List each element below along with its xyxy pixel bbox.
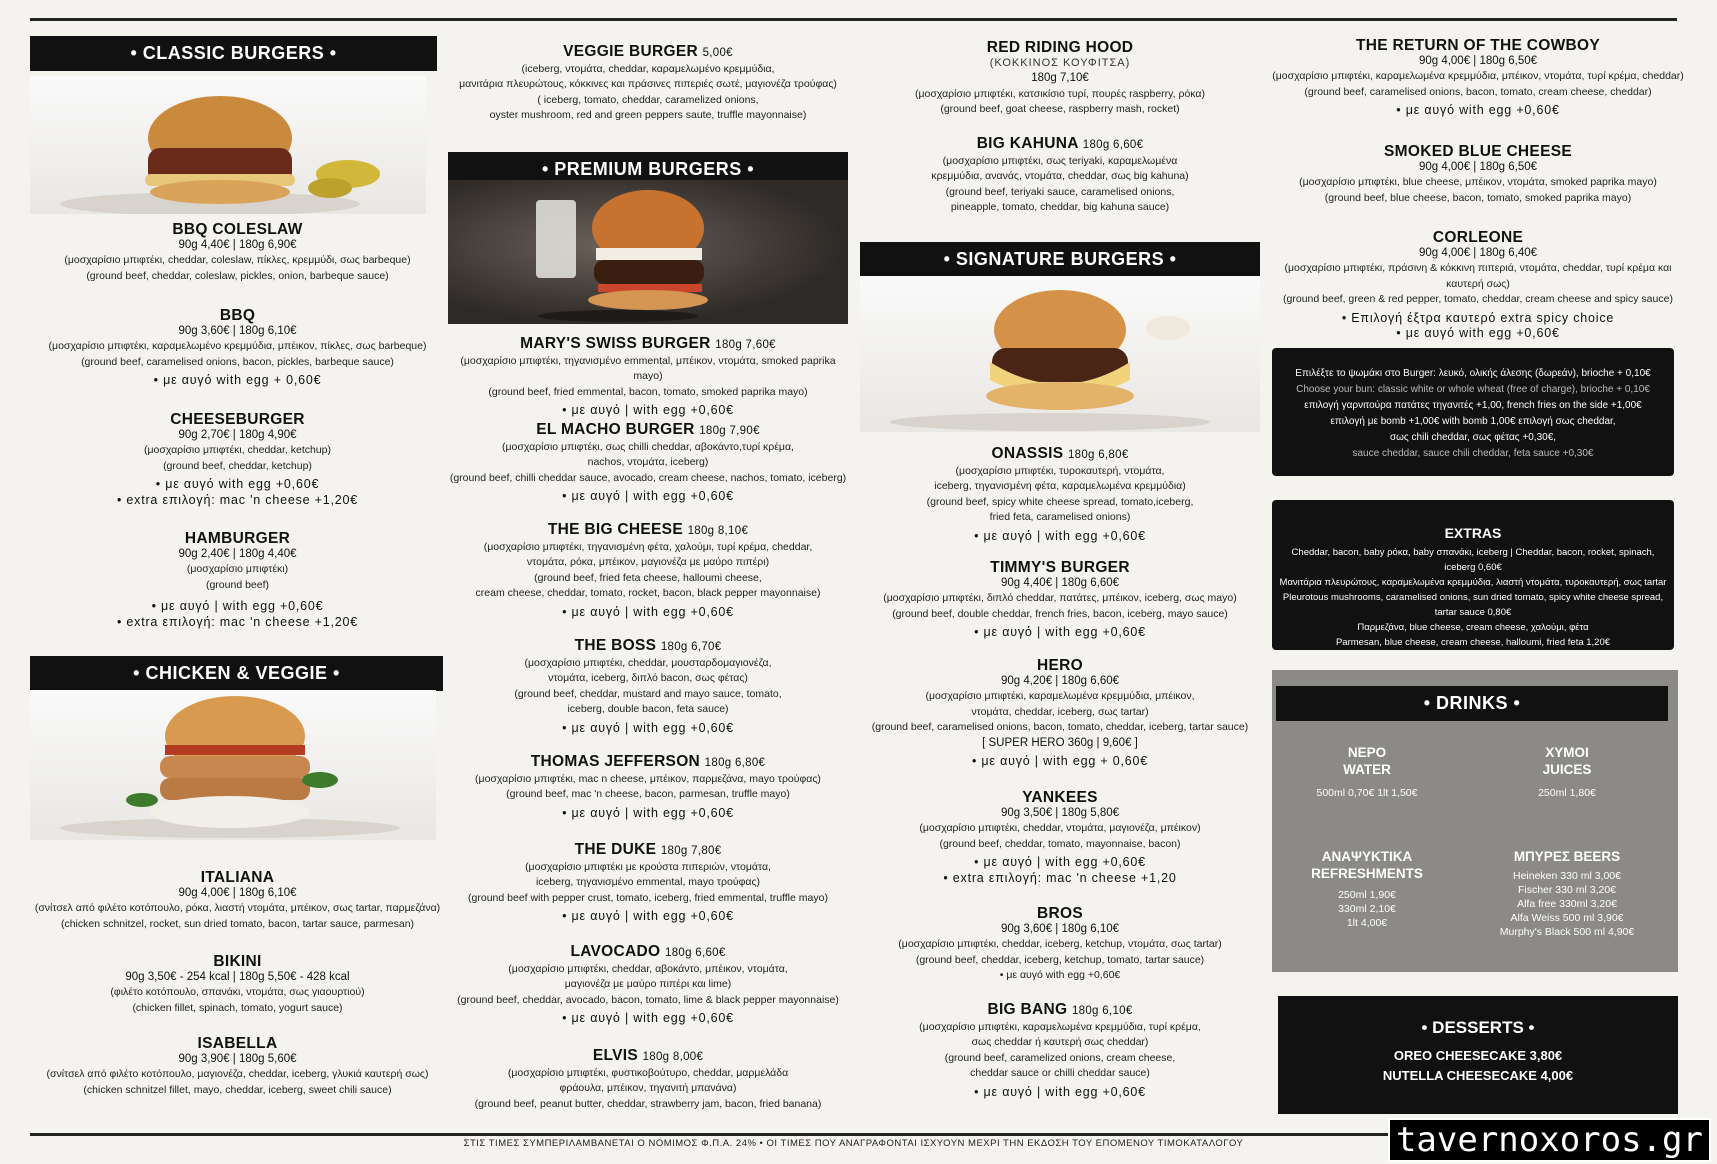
item-name [448,842,848,860]
item-price: 90g 3,60€ | 180g 6,10€ [178,324,297,337]
item-name [448,422,848,440]
item-desc-gr: iceberg, τηγανισμένο emmental, mayo τρούφας) [535,876,761,888]
drink-price: 1lt 4,00€ [1346,917,1388,929]
item-name: CHEESEBURGER [170,411,305,428]
item-price: 180g 6,60€ [665,947,726,959]
item-name-text: ELVIS [592,1047,638,1064]
item-name [448,336,848,354]
desserts-title: • DESSERTS • [1421,1018,1535,1037]
chicken-veggie-header: • CHICKEN & VEGGIE • [30,656,443,691]
item-desc-gr: (μοσχαρίσιο μπιφτέκι, cheddar, iceberg, ketchup, ντομάτα, σως tartar) [898,938,1222,950]
menu-item-smoked-blue-cheese [1268,144,1688,206]
item-desc-gr: (iceberg, ντομάτα, cheddar, καραμελωμένο κρεμμύδια, [521,62,775,75]
item-name-text: EL MACHO BURGER [536,421,695,438]
item-name: BBQ COLESLAW [172,221,303,238]
menu-item-hero [860,658,1260,770]
item-name: BIKINI [213,953,262,970]
menu-item-bikini [30,954,445,1016]
item-desc-gr: (μοσχαρίσιο μπιφτέκι, mac n cheese, μπέικον, παρμεζάνα, mayo τρούφας) [475,772,821,785]
item-desc-en: (ground beef, double cheddar, french fries, bacon, iceberg, mayo sauce) [892,607,1228,620]
item-name-text: MARY'S SWISS BURGER [520,335,711,352]
menu-item-yankees [860,790,1260,886]
item-name: RED RIDING HOOD [986,39,1134,56]
item-price: 90g 4,00€ | 180g 6,40€ [1418,246,1538,259]
item-name [448,1048,848,1066]
item-desc-en: fried feta, caramelised onions) [989,511,1131,523]
item-desc-gr: (μοσχαρίσιο μπιφτέκι, καραμελωμένα κρεμμύδια, μπέικον, ντομάτα, τυρί κρέμα, cheddar) [1272,70,1684,82]
item-price: 180g 6,10€ [1071,1005,1133,1017]
bbq-coleslaw-photo [30,76,426,214]
menu-item-big-kahuna [860,136,1260,216]
item-desc-en: (ground beef, cheddar, mustard and mayo sauce, tomato, [514,687,782,700]
item-desc-en: (ground beef, cheddar, iceberg, ketchup, tomato, tartar sauce) [915,953,1205,966]
drink-juices [1487,744,1647,800]
drink-name: ΜΠΥΡΕΣ BEERS [1513,849,1621,864]
menu-item-isabella [30,1036,445,1098]
item-desc-en: (ground beef, chilli cheddar sauce, avocado, cream cheese, nachos, tomato, iceberg) [449,471,847,484]
item-desc-en: (ground beef, mac 'n cheese, bacon, parmesan, truffle mayo) [506,788,790,800]
premium-burgers-header: • PREMIUM BURGERS • [448,152,848,187]
item-desc-gr: κρεμμύδια, ανανάς, ντομάτα, cheddar, σως big kahuna) [931,170,1189,182]
bun-line: επιλογή γαρνιτούρα πατάτες τηγανιτές +1,00, french fries on the side +1,00€ [1304,400,1642,411]
menu-item-elvis [448,1048,848,1112]
item-desc-en: (ground beef, caramelised onions, bacon, tomato, cream cheese, cheddar) [1304,85,1652,98]
menu-item-timmys-burger [860,560,1260,641]
menu-item-the-boss [448,638,848,736]
item-name: HAMBURGER [184,530,291,547]
item-price: 180g 6,80€ [1067,449,1129,461]
item-extra: • με αυγό | with egg +0,60€ [974,528,1146,543]
item-price: 5,00€ [702,47,733,59]
item-name: BROS [1037,905,1083,922]
item-desc-gr: (μοσχαρίσιο μπιφτέκι, σως chilli cheddar, αβοκάντο,τυρί κρέμα, [502,440,794,453]
classic-burgers-header: • CLASSIC BURGERS • [30,36,437,71]
item-desc-gr: ντομάτα, ρόκα, μπέικον, μαγιονέζα με μαύρο πιπέρι) [526,556,770,568]
extras-box [1272,500,1674,650]
drinks-box [1272,670,1678,972]
item-price: 180g 7,10€ [1031,72,1089,84]
item-subtitle: (ΚΟΚΚΙΝΟΣ ΚΟΥΦΙΤΣΑ) [989,56,1131,69]
drink-price: Alfa free 330ml 3,20€ [1517,898,1617,910]
item-desc-gr: μαγιονέζα με μαύρο πιπέρι και lime) [564,978,732,990]
item-desc-en: (ground beef, caramelized onions, cream cheese, [944,1051,1176,1064]
item-desc-gr: ντομάτα, iceberg, διπλό bacon, σως φέτας) [548,672,748,684]
item-desc-en: (chicken schnitzel, rocket, sun dried tomato, bacon, tartar sauce, parmesan) [60,917,415,930]
desserts-box [1278,996,1678,1114]
item-price: 90g 4,20€ | 180g 6,60€ [1000,674,1120,687]
item-desc-en: oyster mushroom, red and green peppers saute, truffle mayonnaise) [489,109,807,121]
item-extra: • με αυγό with egg +0,60€ [999,969,1121,981]
item-desc-gr: φράουλα, μπέικον, τηγανιτή μπανάνα) [559,1082,737,1094]
item-name-text: ONASSIS [991,445,1064,462]
item-desc-en: (ground beef, cheddar, ketchup) [163,459,312,472]
menu-item-big-cheese [448,522,848,620]
item-name: THE RETURN OF THE COWBOY [1356,37,1600,54]
item-desc-gr: (μοσχαρίσιο μπιφτέκι, cheddar, ketchup) [143,444,332,456]
dessert-item: NUTELLA CHEESECAKE 4,00€ [1382,1068,1574,1083]
item-name [448,944,848,962]
item-desc-gr: iceberg, τηγανισμένη φέτα, καραμελωμένα κρεμμύδια) [934,480,1186,492]
item-desc-gr: (μοσχαρίσιο μπιφτέκι, καραμελωμένα κρεμμύδια, τυρί κρέμα, [919,1020,1201,1033]
item-name-text: THE BIG CHEESE [547,521,683,538]
item-name: YANKEES [1022,789,1098,806]
item-extra: • με αυγό | with egg +0,60€ [151,599,324,613]
item-price: 180g 6,60€ [1082,139,1144,151]
drink-name-en: WATER [1343,762,1391,777]
item-desc-gr: (μοσχαρίσιο μπιφτέκι, φυστικοβούτυρο, cheddar, μαρμελάδα [507,1066,789,1079]
drink-price: Fischer 330 ml 3,20€ [1517,884,1617,896]
menu-item-thomas-jefferson [448,754,848,821]
item-extra: • με αυγό | with egg +0,60€ [974,855,1146,869]
item-desc-gr: (φιλέτο κοτόπουλο, σπανάκι, ντομάτα, σως γιαουρτιού) [110,986,365,998]
bun-line: Choose your bun: classic white or whole wheat (free of charge), brioche + 0,10€ [1296,384,1650,395]
drinks-header: • DRINKS • [1276,686,1668,721]
item-desc-gr: (μοσχαρίσιο μπιφτέκι, διπλό cheddar, πατάτες, μπέικον, iceberg, σως mayo) [883,592,1237,604]
item-name: ITALIANA [200,869,275,886]
column-extras-drinks [1268,0,1688,1164]
item-price: 90g 2,70€ | 180g 4,90€ [178,428,297,441]
signature-burgers-header: • SIGNATURE BURGERS • [860,242,1260,277]
item-extra: • με αυγό | with egg +0,60€ [562,805,734,820]
item-desc-en: (ground beef, cheddar, coleslaw, pickles, onion, barbeque sauce) [86,269,389,282]
item-extra: • με αυγό | with egg + 0,60€ [971,754,1149,768]
item-desc-en: (ground beef, cheddar, tomato, mayonnaise, bacon) [939,837,1181,850]
item-name [860,1002,1260,1020]
item-desc-gr: ντομάτα, cheddar, iceberg, σως tartar) [971,705,1149,718]
extras-line: Cheddar, bacon, baby ρόκα, baby σπανάκι, iceberg | Cheddar, bacon, rocket, spinach, iceberg 0,60€ [1291,547,1655,573]
drink-price: Murphy's Black 500 ml 4,90€ [1499,926,1635,938]
item-desc-en: (chicken schnitzel fillet, mayo, cheddar, iceberg, sweet chili sauce) [83,1083,392,1096]
item-price: 90g 4,40€ | 180g 6,90€ [178,238,297,251]
drink-price: Heineken 330 ml 3,00€ [1513,870,1621,882]
item-desc-gr: (μοσχαρίσιο μπιφτέκι, κατσικίσιο τυρί, πουρές raspberry, ρόκα) [915,87,1205,100]
item-desc-en: cream cheese, cheddar, tomato, rocket, bacon, black pepper mayonnaise) [475,587,821,599]
drink-name: ΧΥΜΟΙ [1545,745,1589,760]
premium-burger-photo [448,180,848,324]
item-extra: • με αυγό with egg +0,60€ [155,477,320,491]
item-extra: • με αυγό | with egg +0,60€ [562,720,734,735]
item-price: 90g 4,40€ | 180g 6,60€ [1000,576,1120,589]
drink-price: 250ml 1,90€ [1338,889,1396,901]
item-desc-en: (ground beef with pepper crust, tomato, iceberg, fried emmental, truffle mayo) [468,891,828,904]
item-desc-gr: μανιτάρια πλευρώτους, κόκκινες και πράσινες πιπεριές σωτέ, μαγιονέζα τρούφας) [459,78,837,90]
menu-item-bbq [30,308,445,389]
item-name: ISABELLA [197,1035,278,1052]
item-extra: • με αυγό with egg + 0,60€ [153,373,322,387]
extras-line: Μανιτάρια πλευρώτους, καραμελωμένα κρεμμύδια, λιαστή ντομάτα, τυροκαυτερή, σως tartar [1279,577,1667,588]
item-price: 180g 7,60€ [715,339,776,351]
item-desc-en: (ground beef, fried feta cheese, halloumi cheese, [534,571,762,584]
menu-item-bbq-coleslaw [30,222,445,284]
item-price: 90g 4,00€ | 180g 6,50€ [1418,160,1538,173]
item-name: BBQ [219,307,256,324]
item-name [860,136,1260,154]
item-desc-gr: (μοσχαρίσιο μπιφτέκι, σως teriyaki, καραμελωμένα [942,154,1178,167]
drink-name-en: REFRESHMENTS [1311,866,1423,881]
bun-line: επιλογή με bomb +1,00€ with bomb 1,00€ επιλογή σως cheddar, [1330,416,1616,427]
item-desc-gr: (μοσχαρίσιο μπιφτέκι, καραμελωμένο κρεμμύδια, μπέικον, πίκλες, σως barbeque) [48,340,427,352]
item-extra: • extra επιλογή: mac 'n cheese +1,20€ [116,614,359,629]
item-price: 90g 4,00€ | 180g 6,10€ [178,886,297,899]
item-price: 180g 7,80€ [660,845,722,857]
menu-item-onassis [860,446,1260,544]
item-extra: • extra επιλογή: mac 'n cheese +1,20€ [116,492,359,507]
item-desc-gr: (μοσχαρίσιο μπιφτέκι, πράσινη & κόκκινη πιπεριά, ντομάτα, cheddar, τυρί κρέμα και καυτερή σως) [1284,262,1672,290]
item-desc-gr: (μοσχαρίσιο μπιφτέκι, cheddar, αβοκάντο, μπέικον, ντομάτα, [508,962,788,975]
item-price: 180g 6,70€ [660,641,722,653]
item-price: 180g 8,00€ [642,1051,704,1063]
item-name: TIMMY'S BURGER [990,559,1130,576]
item-desc-gr: (μοσχαρίσιο μπιφτέκι) [186,563,289,575]
drink-name: ΝΕΡΟ [1347,745,1387,760]
item-desc-gr: (μοσχαρίσιο μπιφτέκι, cheddar, μουσταρδομαγιονέζα, [524,656,772,669]
menu-item-veggie-burger [448,44,848,124]
drink-water [1292,744,1442,800]
item-price: 90g 2,40€ | 180g 4,40€ [178,547,297,560]
item-desc-en: ( iceberg, tomato, cheddar, caramelized onions, [537,93,759,106]
item-desc-gr: (μοσχαρίσιο μπιφτέκι, cheddar, coleslaw, πίκλες, κρεμμύδι, σως barbeque) [64,254,411,266]
bun-line: σως chili cheddar, σως φέτας +0,30€, [1389,432,1557,443]
item-extra: • με αυγό | with egg +0,60€ [562,403,734,417]
item-desc-gr: (μοσχαρίσιο μπιφτέκι, τηγανισμένη φέτα, χαλούμι, τυρί κρέμα, cheddar, [483,540,813,553]
extras-line: Pleurotous mushrooms, caramelised onions, sun dried tomato, spicy white cheese spread, tartar sauce 0,80€ [1282,592,1664,618]
menu-item-the-duke [448,842,848,925]
menu-item-red-riding-hood [860,40,1260,118]
item-name: CORLEONE [1432,229,1524,246]
item-name [448,522,848,540]
item-name: HERO [1037,657,1083,674]
item-desc-en: (ground beef, peanut butter, cheddar, strawberry jam, bacon, fried banana) [474,1097,822,1110]
item-extra: • με αυγό | with egg +0,60€ [974,1084,1146,1099]
menu-item-cheeseburger [30,412,445,508]
item-price: 90g 4,00€ | 180g 6,50€ [1418,54,1538,67]
item-price: 90g 3,50€ - 254 kcal | 180g 5,50€ - 428 kcal [125,970,350,983]
item-price: 90g 3,50€ | 180g 5,80€ [1000,806,1120,819]
item-desc-en: (ground beef, caramelised onions, bacon, tomato, cheddar, iceberg, tartar sauce) [871,721,1249,733]
item-desc-gr: (σνίτσελ από φιλέτο κοτόπουλο, μαγιονέζα, cheddar, iceberg, γλυκιά καυτερή σως) [46,1068,429,1080]
bun-line: Επιλέξτε το ψωμάκι στο Burger: λευκό, ολικής άλεσης (δωρεάν), brioche + 0,10€ [1295,368,1651,379]
menu-item-marys-swiss [448,336,848,419]
item-price: 90g 3,60€ | 180g 6,10€ [1000,922,1120,935]
menu-item-lavocado [448,944,848,1027]
extras-line: Παρμεζάνα, blue cheese, cream cheese, χαλούμι, φέτα [1357,622,1589,633]
item-desc-gr: σως cheddar ή καυτερή σως cheddar) [971,1036,1149,1048]
item-name [448,638,848,656]
item-extra: • με αυγό | with egg +0,60€ [562,909,734,923]
item-desc-gr: (μοσχαρίσιο μπιφτέκι με κρούστα πιπεριών, ντομάτα, [525,860,771,873]
item-name-text: THOMAS JEFFERSON [530,753,701,770]
item-desc-en: cheddar sauce or chilli cheddar sauce) [970,1067,1150,1079]
item-desc-en: pineapple, tomato, cheddar, big kahuna sauce) [950,201,1170,213]
item-name [860,446,1260,464]
item-name-text: VEGGIE BURGER [563,43,698,60]
drink-price: 330ml 2,10€ [1338,903,1396,915]
item-price: 180g 8,10€ [687,525,749,537]
item-desc-en: (ground beef, blue cheese, bacon, tomato, smoked paprika mayo) [1324,191,1632,204]
item-extra: • με αυγό | with egg +0,60€ [562,1011,734,1025]
column-signature [860,0,1260,1164]
item-desc-gr: (μοσχαρίσιο μπιφτέκι, τυροκαυτερή, ντομάτα, [955,464,1165,477]
item-extra: • Επιλογή έξτρα καυτερό extra spicy choice [1341,310,1615,325]
item-desc-gr: (μοσχαρίσιο μπιφτέκι, τηγανισμένο emmental, μπέικον, ντομάτα, smoked paprika mayo) [460,354,836,382]
watermark: tavernoxoros.gr [1388,1118,1711,1162]
item-desc-en: (ground beef, spicy white cheese spread, tomato,iceberg, [926,495,1194,508]
item-desc-en: (ground beef, teriyaki sauce, caramelised onions, [945,185,1175,198]
item-name-text: BIG BANG [987,1001,1068,1018]
item-desc-en: (ground beef, goat cheese, raspberry mash, rocket) [940,103,1180,115]
signature-burger-photo [860,276,1260,432]
item-desc-gr: nachos, ντομάτα, iceberg) [587,456,709,468]
drink-name: ΑΝΑΨΥΚΤΙΚΑ [1321,849,1413,864]
item-desc-en: (ground beef, green & red pepper, tomato, cheddar, cream cheese and spicy sauce) [1283,293,1673,305]
bun-options-box [1272,348,1674,476]
item-desc-en: iceberg, double bacon, feta sauce) [567,703,729,715]
item-extra: • extra επιλογή: mac 'n cheese +1,20 [943,870,1177,885]
drink-refreshments [1292,848,1442,930]
item-desc-gr: (μοσχαρίσιο μπιφτέκι, blue cheese, μπέικον, ντομάτα, smoked paprika mayo) [1299,176,1657,188]
item-name-text: BIG KAHUNA [976,135,1079,152]
item-price: 180g 7,90€ [699,425,760,437]
drink-beers [1477,848,1657,939]
item-name [448,754,848,772]
item-desc-en: (ground beef, cheddar, avocado, bacon, tomato, lime & black pepper mayonnaise) [457,993,839,1006]
item-extra: • με αυγό | with egg +0,60€ [562,604,734,619]
drink-price: 500ml 0,70€ 1lt 1,50€ [1316,787,1418,799]
bun-line: sauce cheddar, sauce chili cheddar, feta sauce +0,30€ [1352,448,1594,459]
item-super-hero: [ SUPER HERO 360g | 9,60€ ] [982,736,1138,749]
drink-price: Alfa Weiss 500 ml 3,90€ [1510,912,1624,924]
item-extra: • με αυγό with egg +0,60€ [1396,326,1560,340]
dessert-item: OREO CHEESECAKE 3,80€ [1393,1048,1563,1063]
item-desc-en: (ground beef, caramelised onions, bacon, pickles, barbeque sauce) [81,355,394,368]
item-name-text: THE BOSS [574,637,657,654]
item-name-text: THE DUKE [574,841,657,858]
item-price: 90g 3,90€ | 180g 5,60€ [178,1052,297,1065]
item-extra: • με αυγό | with egg +0,60€ [562,489,734,503]
item-desc-en: (ground beef, fried emmental, bacon, tomato, smoked paprika mayo) [488,385,808,398]
drink-price: 250ml 1,80€ [1538,787,1596,799]
drink-name-en: JUICES [1542,762,1592,777]
column-classic-chicken [30,0,445,1164]
extras-line: Parmesan, blue cheese, cream cheese, halloumi, fried feta 1,20€ [1335,637,1611,648]
item-extra: • με αυγό | with egg +0,60€ [974,625,1146,639]
item-desc-gr: (μοσχαρίσιο μπιφτέκι, cheddar, ντομάτα, μαγιονέζα, μπέικον) [919,822,1201,834]
menu-item-el-macho [448,422,848,505]
item-extra: • με αυγό with egg +0,60€ [1396,103,1560,117]
chicken-burger-photo [30,690,436,840]
item-desc-en: (ground beef) [205,578,270,591]
extras-title: EXTRAS [1444,525,1502,541]
item-name: SMOKED BLUE CHEESE [1384,143,1572,160]
vat-footer: ΣΤΙΣ ΤΙΜΕΣ ΣΥΜΠΕΡΙΛΑΜΒΑΝΕΤΑΙ Ο ΝΟΜΙΜΟΣ Φ.Π.Α. 24% • ΟΙ ΤΙΜΕΣ ΠΟΥ ΑΝΑΓΡΑΦΟΝΤΑΙ ΙΣΧΥΟΥΝ ΜΕΧΡΙ ΤΗΝ ΕΚΔΟΣΗ ΤΟΥ ΕΠΟΜΕΝΟΥ ΤΙΜΟΚΑΤΑΛΟΓΟΥ [463,1138,1244,1149]
item-name [448,44,848,62]
menu-item-corleone [1268,230,1688,342]
menu-item-return-of-the-cowboy [1268,38,1688,119]
menu-item-italiana [30,870,445,932]
item-desc-gr: (μοσχαρίσιο μπιφτέκι, καραμελωμένα κρεμμύδια, μπέικον, [925,690,1195,702]
menu-item-big-bang [860,1002,1260,1100]
menu-item-hamburger [30,531,445,630]
item-desc-gr: (σνίτσελ από φιλέτο κοτόπουλο, ρόκα, λιαστή ντομάτα, μπέικον, σως tartar, παρμεζάνα) [34,902,441,914]
menu-item-bros [860,906,1260,984]
column-premium [448,0,848,1164]
item-name-text: LAVOCADO [570,943,661,960]
item-desc-en: (chicken fillet, spinach, tomato, yogurt sauce) [132,1001,343,1014]
item-price: 180g 6,80€ [704,757,766,769]
